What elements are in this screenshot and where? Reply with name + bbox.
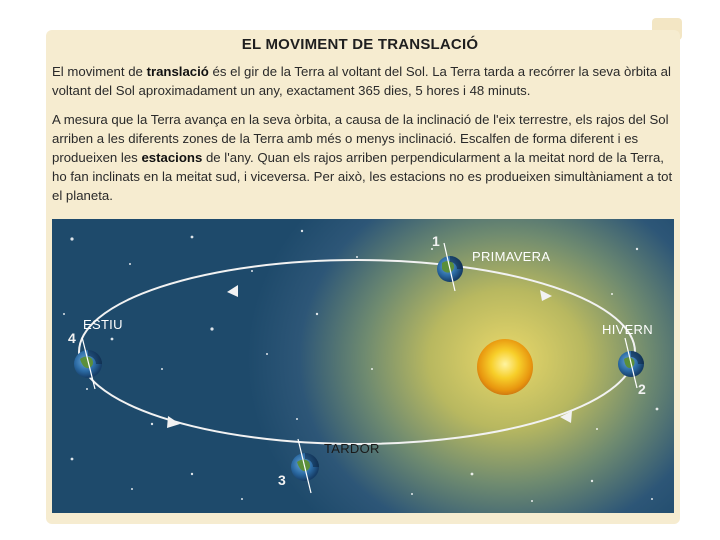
paragraph-2-text-a: A mesura que la Terra avança en la seva òrbita, a causa de la inclinació de l'eix terrestre, els rajos del Sol arriben a les diferents zones de la Terra amb més o menys inclinació. Escalfen de forma diferent i es produeixen les [52, 112, 669, 165]
position-number-4: 4 [68, 330, 76, 346]
orbit-diagram-graphics [52, 219, 674, 513]
paragraph-1-text-b: és el gir de la Terra al voltant del Sol. La Terra tarda a recórrer la seva òrbita al voltant del Sol aproximadament un any, exactament 365 dies, 5 hores i 48 minuts. [52, 64, 671, 98]
position-number-2: 2 [638, 381, 646, 397]
position-number-1: 1 [432, 233, 440, 249]
paragraph-1-text-a: El moviment de [52, 64, 147, 79]
term-translacio: translació [146, 64, 209, 79]
paragraph-2-text-b: de l'any. Quan els rajos arriben perpendicularment a la meitat nord de la Terra, ho fan inclinats en la meitat sud, i viceversa. Per això, les estacions no es produeixen simultàniament a tot el planeta. [52, 150, 673, 203]
orbit-diagram [52, 219, 674, 513]
paragraph-translation [52, 62, 682, 100]
star-field [63, 230, 658, 502]
season-label-estiu: ESTIU [83, 317, 123, 332]
term-estacions: estacions [141, 150, 203, 165]
season-label-tardor: TARDOR [324, 441, 380, 456]
season-label-primavera: PRIMAVERA [472, 249, 551, 264]
position-number-3: 3 [278, 472, 286, 488]
orbit-ellipse [79, 260, 635, 444]
paragraph-seasons [52, 110, 682, 205]
season-label-hivern: HIVERN [602, 322, 653, 337]
sun-icon [477, 339, 533, 395]
earth-icon-4 [74, 350, 102, 378]
page-title: EL MOVIMENT DE TRANSLACIÓ [241, 36, 479, 53]
